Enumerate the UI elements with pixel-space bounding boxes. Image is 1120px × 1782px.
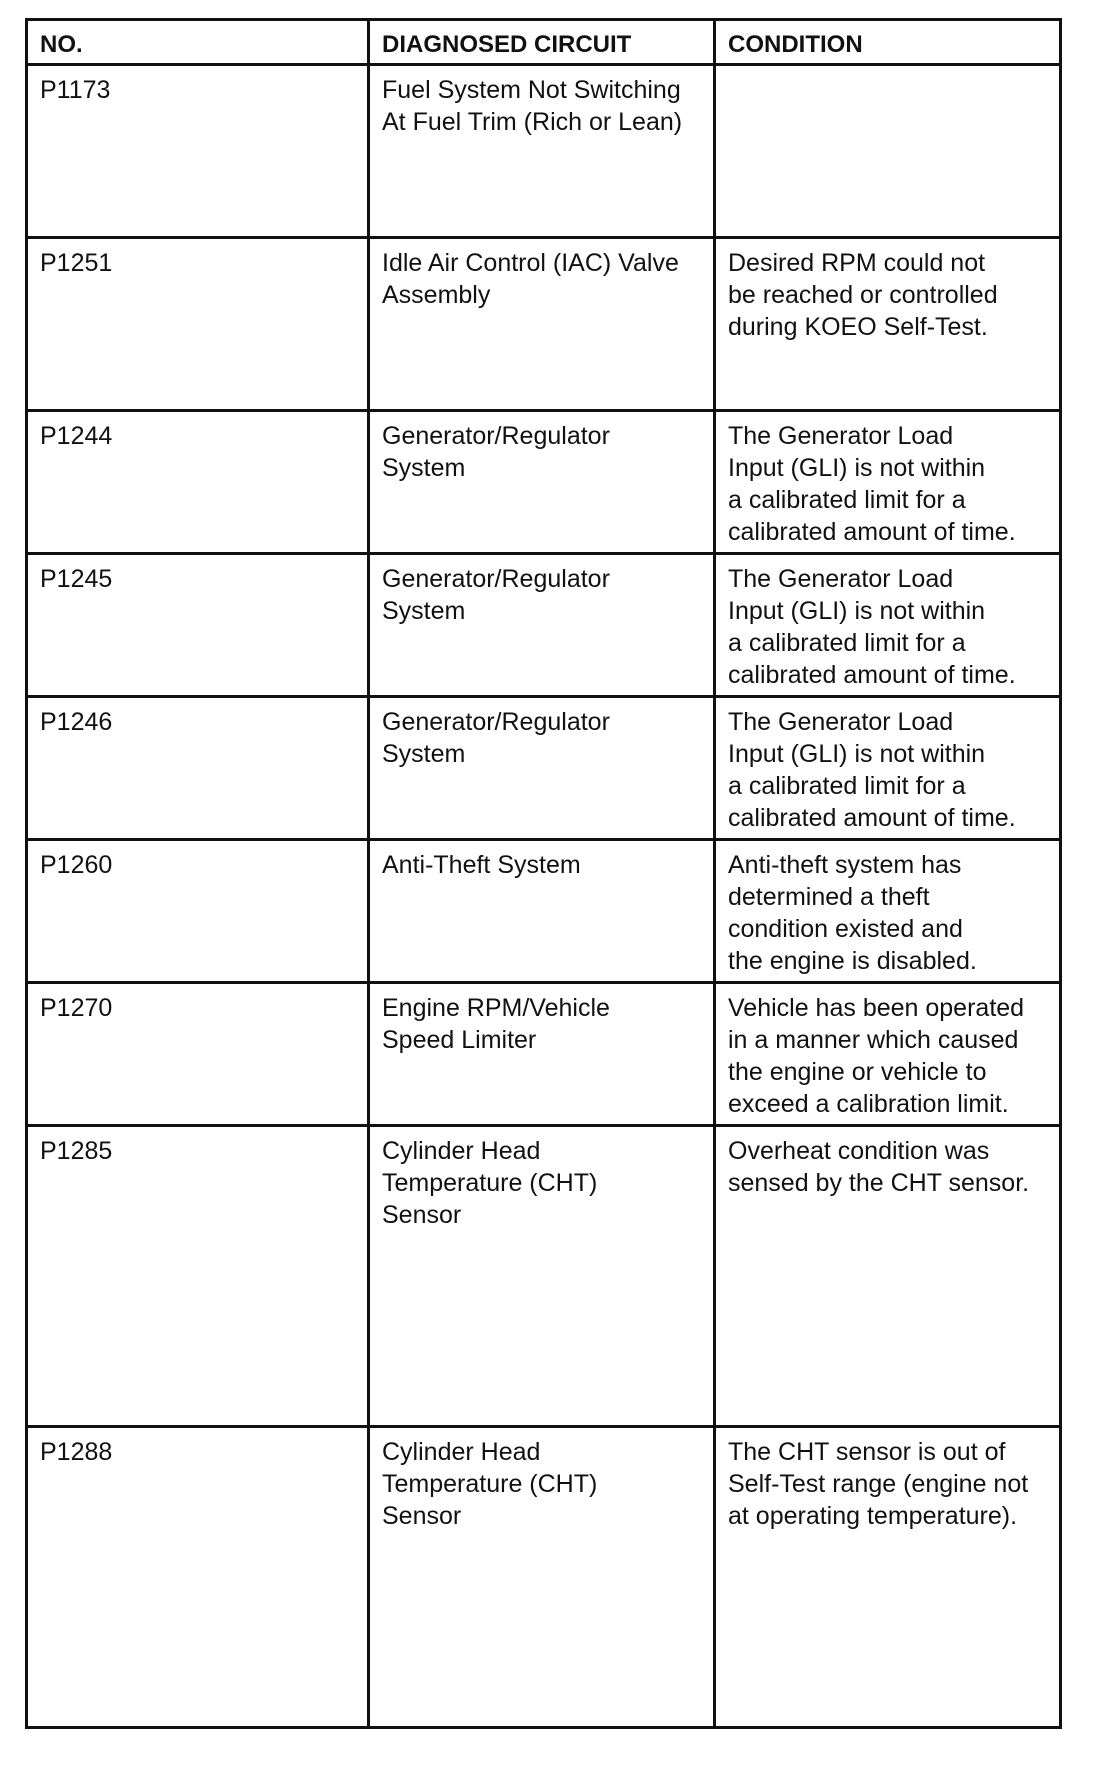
table-row [27, 1427, 1061, 1728]
cell-condition [715, 65, 1061, 238]
cell-circuit: Engine RPM/Vehicle Speed Limiter [369, 983, 715, 1126]
cell-condition: The Generator Load Input (GLI) is not within a calibrated limit for a calibrated amount of time. [715, 554, 1061, 697]
cell-circuit: Idle Air Control (IAC) Valve Assembly [369, 238, 715, 411]
table-row [27, 840, 1061, 983]
cell-condition: Desired RPM could not be reached or controlled during KOEO Self-Test. [715, 238, 1061, 411]
table-header-row [27, 20, 1061, 65]
cell-code: P1288 [27, 1427, 369, 1728]
cell-circuit: Generator/Regulator System [369, 554, 715, 697]
cell-code: P1245 [27, 554, 369, 697]
header-diagnosed-circuit: DIAGNOSED CIRCUIT [369, 20, 715, 65]
cell-code: P1246 [27, 697, 369, 840]
table-row [27, 554, 1061, 697]
cell-circuit: Generator/Regulator System [369, 411, 715, 554]
cell-circuit: Cylinder Head Temperature (CHT) Sensor [369, 1427, 715, 1728]
table-row [27, 238, 1061, 411]
cell-circuit: Anti-Theft System [369, 840, 715, 983]
table-row [27, 1126, 1061, 1427]
cell-code: P1244 [27, 411, 369, 554]
cell-code: P1285 [27, 1126, 369, 1427]
table-row [27, 411, 1061, 554]
cell-circuit: Generator/Regulator System [369, 697, 715, 840]
cell-condition: The Generator Load Input (GLI) is not within a calibrated limit for a calibrated amount of time. [715, 697, 1061, 840]
cell-circuit: Fuel System Not Switching At Fuel Trim (Rich or Lean) [369, 65, 715, 238]
cell-condition: Anti-theft system has determined a theft condition existed and the engine is disabled. [715, 840, 1061, 983]
cell-code: P1173 [27, 65, 369, 238]
table-row [27, 65, 1061, 238]
cell-code: P1270 [27, 983, 369, 1126]
cell-condition: Vehicle has been operated in a manner which caused the engine or vehicle to exceed a calibration limit. [715, 983, 1061, 1126]
cell-circuit: Cylinder Head Temperature (CHT) Sensor [369, 1126, 715, 1427]
cell-condition: Overheat condition was sensed by the CHT sensor. [715, 1126, 1061, 1427]
header-condition: CONDITION [715, 20, 1061, 65]
cell-code: P1251 [27, 238, 369, 411]
diagnostic-code-table [25, 18, 1062, 1729]
cell-code: P1260 [27, 840, 369, 983]
cell-condition: The Generator Load Input (GLI) is not within a calibrated limit for a calibrated amount of time. [715, 411, 1061, 554]
header-no: NO. [27, 20, 369, 65]
table-row [27, 697, 1061, 840]
cell-condition: The CHT sensor is out of Self-Test range (engine not at operating temperature). [715, 1427, 1061, 1728]
table-row [27, 983, 1061, 1126]
